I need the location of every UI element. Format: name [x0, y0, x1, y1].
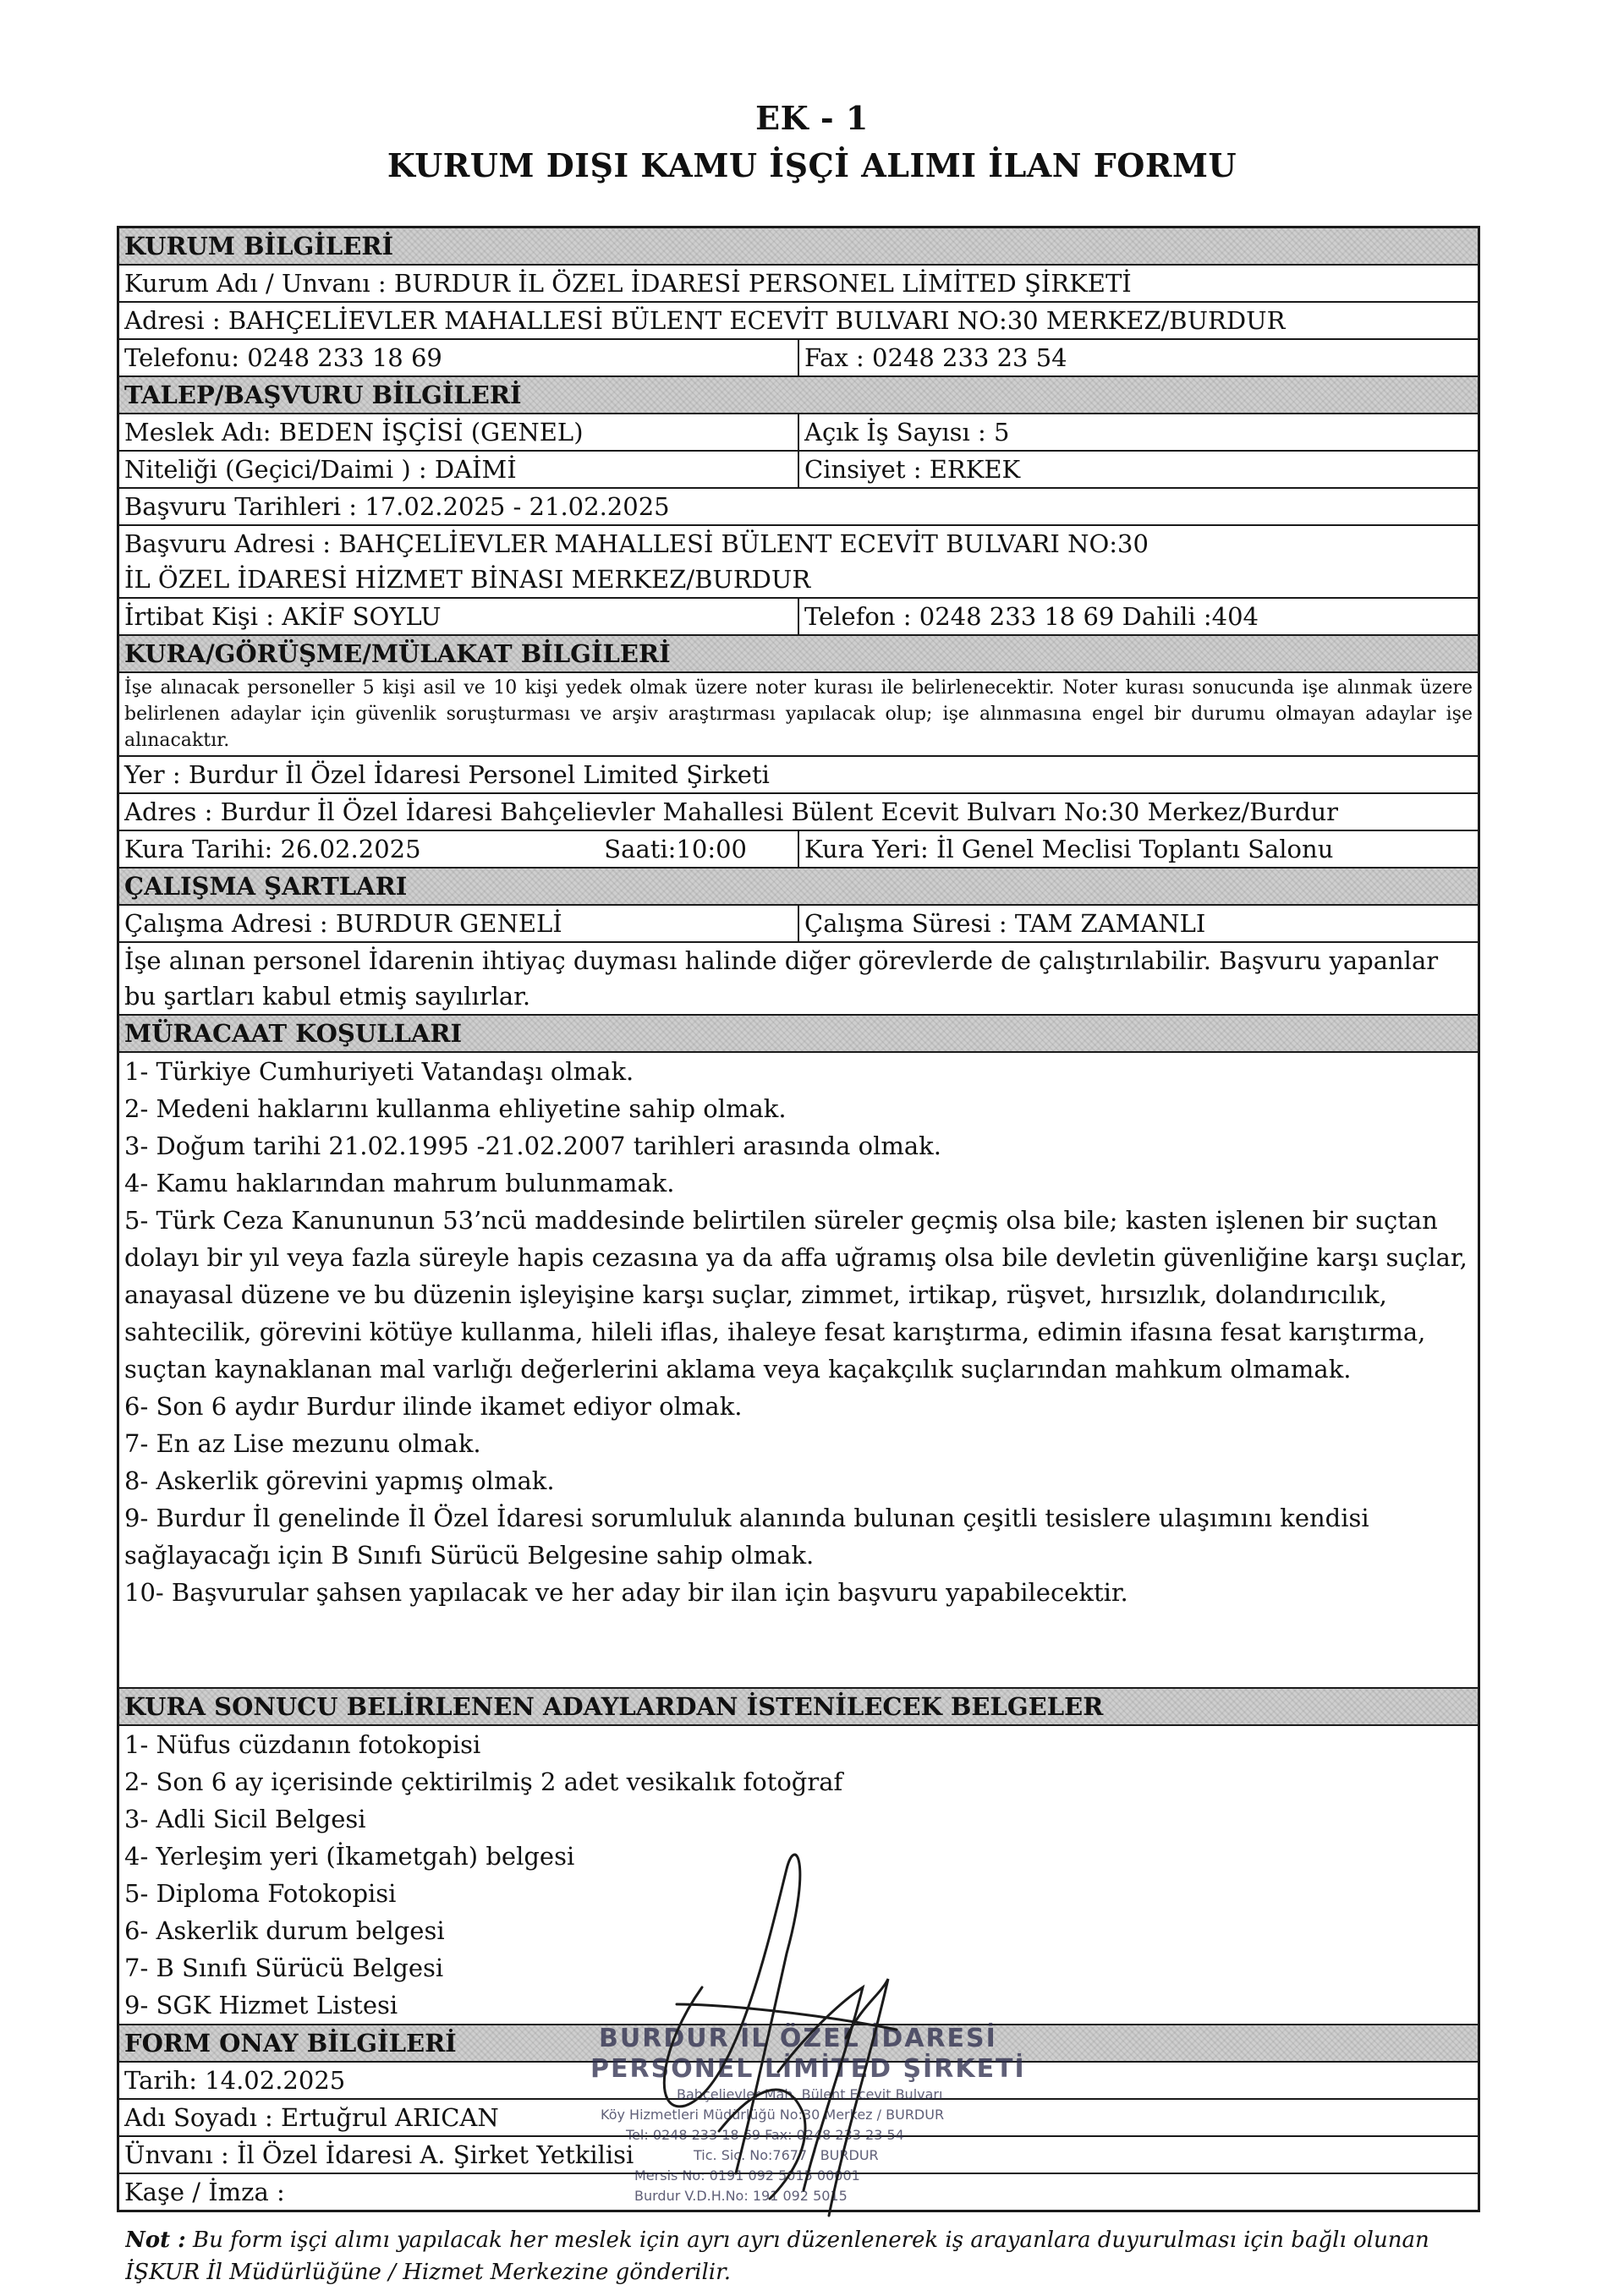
muracaat-item: 3- Doğum tarihi 21.02.1995 -21.02.2007 tarihleri arasında olmak. — [124, 1132, 941, 1160]
section-belgeler-header: KURA SONUCU BELİRLENEN ADAYLARDAN İSTENİLECEK BELGELER — [119, 1689, 1478, 1726]
muracaat-item: 2- Medeni haklarını kullanma ehliyetine sahip olmak. — [124, 1094, 787, 1123]
muracaat-list — [119, 1053, 1478, 1689]
kura-yeri: Kura Yeri: İl Genel Meclisi Toplantı Salonu — [804, 835, 1334, 863]
muracaat-item: 8- Askerlik görevini yapmış olmak. — [124, 1466, 555, 1495]
muracaat-item: 7- En az Lise mezunu olmak. — [124, 1429, 481, 1458]
kurum-phone: Telefonu: 0248 233 18 69 — [119, 340, 799, 375]
calisma-adresi: Çalışma Adresi : BURDUR GENELİ — [119, 906, 799, 941]
stamp-line-6: Tic. Sic. No:7677 / BURDUR — [694, 2147, 879, 2163]
note-text: Bu form işçi alımı yapılacak her meslek için ayrı ayrı düzenlenerek iş arayanlara duyurulması için bağlı olunan İŞKUR İl Müdürlüğüne / Hizmet Merkezine gönderilir. — [125, 2228, 1429, 2285]
basvuru-adresi-line2: İL ÖZEL İDARESİ HİZMET BİNASI MERKEZ/BURDUR — [124, 565, 811, 594]
muracaat-item: 4- Kamu haklarından mahrum bulunmamak. — [124, 1169, 675, 1197]
section-kurum-header: KURUM BİLGİLERİ — [119, 228, 1478, 266]
kurum-name: Kurum Adı / Unvanı : BURDUR İL ÖZEL İDARESİ PERSONEL LİMİTED ŞİRKETİ — [119, 266, 1478, 303]
kurum-address: Adresi : BAHÇELİEVLER MAHALLESİ BÜLENT ECEVİT BULVARI NO:30 MERKEZ/BURDUR — [119, 303, 1478, 340]
belge-item: 5- Diploma Fotokopisi — [124, 1879, 397, 1908]
stamp-line-1: BURDUR İL ÖZEL İDARESİ — [599, 2024, 997, 2053]
footer-note — [125, 2224, 1479, 2288]
muracaat-item: 6- Son 6 aydır Burdur ilinde ikamet ediyor olmak. — [124, 1392, 743, 1421]
note-label: Not : — [125, 2228, 186, 2253]
irtibat-kisi: İrtibat Kişi : AKİF SOYLU — [119, 599, 799, 634]
belge-item: 1- Nüfus cüzdanın fotokopisi — [124, 1730, 481, 1759]
calisma-aciklama: İşe alınan personel İdarenin ihtiyaç duyması halinde diğer görevlerde de çalıştırılabilir. Başvuru yapanlar bu şartları kabul etmiş sayılırlar. — [119, 943, 1478, 1016]
kura-yer: Yer : Burdur İl Özel İdaresi Personel Limited Şirketi — [119, 757, 1478, 794]
kura-adres: Adres : Burdur İl Özel İdaresi Bahçelievler Mahallesi Bülent Ecevit Bulvarı No:30 Merkez/Burdur — [119, 794, 1478, 831]
belge-item: 2- Son 6 ay içerisinde çektirilmiş 2 adet vesikalık fotoğraf — [124, 1767, 843, 1796]
kura-date-cell — [119, 831, 799, 867]
basvuru-adresi-line1: Başvuru Adresi : BAHÇELİEVLER MAHALLESİ BÜLENT ECEVİT BULVARI NO:30 — [124, 529, 1149, 558]
muracaat-item: 1- Türkiye Cumhuriyeti Vatandaşı olmak. — [124, 1057, 634, 1086]
belge-item: 4- Yerleşim yeri (İkametgah) belgesi — [124, 1842, 575, 1871]
kura-aciklama: İşe alınacak personeller 5 kişi asil ve 10 kişi yedek olmak üzere noter kurası ile belirlenecektir. Noter kurası sonucunda işe alınmak üzere belirlenen adaylar için güvenlik soruşturması ve arşiv araştırması yapılacak olup; işe alınmasına engel bir durumu olmayan adaylar işe alınacaktır. — [119, 673, 1478, 757]
irtibat-telefon: Telefon : 0248 233 18 69 Dahili :404 — [804, 602, 1259, 631]
section-talep-header: TALEP/BAŞVURU BİLGİLERİ — [119, 377, 1478, 414]
muracaat-item: 9- Burdur İl genelinde İl Özel İdaresi sorumluluk alanında bulunan çeşitli tesislere ulaşımını kendisi sağlayacağı için B Sınıfı Sürücü Belgesine sahip olmak. — [124, 1504, 1369, 1570]
job-posting-form — [117, 226, 1480, 2212]
kurum-contact-row — [119, 340, 1478, 377]
niteligi: Niteliği (Geçici/Daimi ) : DAİMİ — [119, 452, 799, 487]
talep-row-contact — [119, 599, 1478, 636]
meslek-adi: Meslek Adı: BEDEN İŞÇİSİ (GENEL) — [119, 414, 799, 450]
acik-is-sayisi: Açık İş Sayısı : 5 — [804, 418, 1010, 447]
basvuru-adresi — [119, 526, 1478, 599]
section-onay-header: FORM ONAY BİLGİLERİ — [119, 2025, 1478, 2063]
onay-unvan: Ünvanı : İl Özel İdaresi A. Şirket Yetkilisi — [119, 2137, 1478, 2174]
annex-label: EK - 1 — [755, 99, 869, 137]
stamp-line-8: Burdur V.D.H.No: 191 092 5015 — [634, 2188, 848, 2204]
belgeler-list — [119, 1726, 1478, 2025]
belge-item: 7- B Sınıfı Sürücü Belgesi — [124, 1954, 444, 1982]
onay-kase-imza: Kaşe / İmza : — [124, 2178, 285, 2206]
stamp-line-7: Mersis No: 0191 092 5015 00001 — [634, 2167, 860, 2184]
belge-item: 3- Adli Sicil Belgesi — [124, 1805, 366, 1833]
section-muracaat-header: MÜRACAAT KOŞULLARI — [119, 1016, 1478, 1053]
talep-row-2 — [119, 452, 1478, 489]
belge-item: 6- Askerlik durum belgesi — [124, 1916, 445, 1945]
section-calisma-header: ÇALIŞMA ŞARTLARI — [119, 869, 1478, 906]
kurum-fax: Fax : 0248 233 23 54 — [804, 343, 1067, 372]
stamp-line-2: PERSONEL LİMİTED ŞİRKETİ — [590, 2054, 1026, 2084]
cinsiyet: Cinsiyet : ERKEK — [804, 455, 1021, 484]
onay-tarih: Tarih: 14.02.2025 — [119, 2063, 1478, 2100]
form-title: KURUM DIŞI KAMU İŞÇİ ALIMI İLAN FORMU — [387, 146, 1237, 184]
kura-tarihi: Kura Tarihi: 26.02.2025 — [124, 835, 421, 863]
basvuru-tarihleri: Başvuru Tarihleri : 17.02.2025 - 21.02.2025 — [119, 489, 1478, 526]
muracaat-item: 10- Başvurular şahsen yapılacak ve her aday bir ilan için başvuru yapabilecektir. — [124, 1578, 1128, 1607]
section-kura-header: KURA/GÖRÜŞME/MÜLAKAT BİLGİLERİ — [119, 636, 1478, 673]
stamp-line-5: Tel: 0248 233 18 69 Fax: 0248 233 23 54 — [626, 2127, 904, 2143]
calisma-row — [119, 906, 1478, 943]
kura-row-date — [119, 831, 1478, 869]
talep-row-1 — [119, 414, 1478, 452]
kura-saati: Saati:10:00 — [604, 835, 747, 863]
calisma-suresi: Çalışma Süresi : TAM ZAMANLI — [804, 909, 1206, 938]
document-header — [0, 95, 1624, 189]
muracaat-item: 5- Türk Ceza Kanununun 53’ncü maddesinde belirtilen süreler geçmiş olsa bile; kasten işlenen bir suçtan dolayı bir yıl veya fazla süreyle hapis cezasına ya da affa uğramış olsa bile devletin güvenliğine karşı suçlar, anayasal düzene ve bu düzenin işleyişine karşı suçlar, zimmet, irtikap, rüşvet, hırsızlık, dolandırıcılık, sahtecilik, görevini kötüye kullanma, hileli iflas, ihaleye fesat karıştırma, edimin ifasına fesat karıştırma, suçtan kaynaklanan mal varlığı değerlerini aklama veya kaçakçılık suçlarından mahkum olmamak. — [124, 1206, 1468, 1384]
stamp-line-4: Köy Hizmetleri Müdürlüğü No:30 Merkez / BURDUR — [601, 2107, 945, 2123]
stamp-line-3: Bahçelievler Mah. Bülent Ecevit Bulvarı — [677, 2086, 943, 2102]
belge-item: 9- SGK Hizmet Listesi — [124, 1991, 398, 2019]
onay-adsoyad: Adı Soyadı : Ertuğrul ARICAN — [119, 2100, 1478, 2137]
